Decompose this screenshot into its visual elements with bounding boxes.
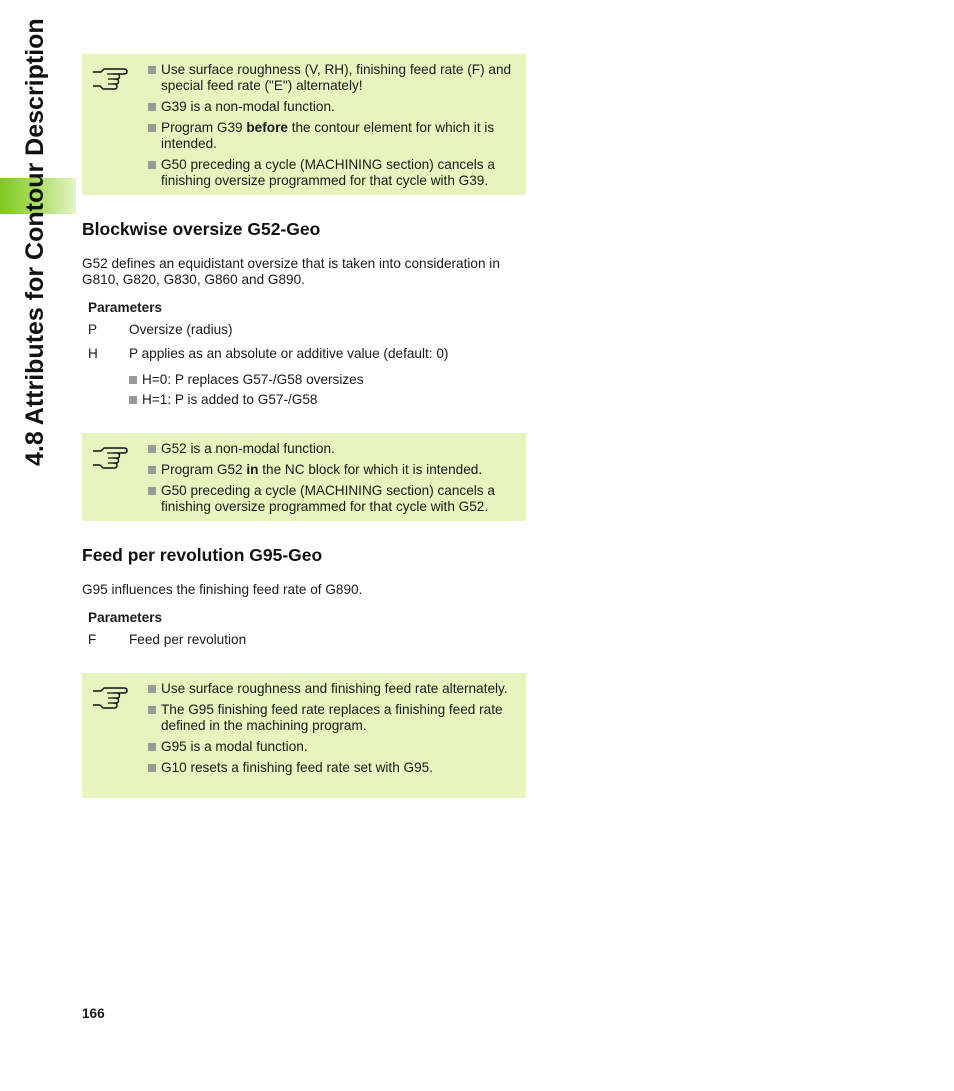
page-number: 166 <box>82 1006 105 1021</box>
square-bullet-icon <box>148 161 156 169</box>
chapter-title: 4.8 Attributes for Contour Description <box>21 18 49 466</box>
section-heading-g52: Blockwise oversize G52-Geo <box>82 219 321 239</box>
section-heading-g95: Feed per revolution G95-Geo <box>82 545 323 565</box>
note-item: G95 is a modal function. <box>148 739 516 755</box>
square-bullet-icon <box>129 396 137 404</box>
square-bullet-icon <box>148 66 156 74</box>
note-item: Program G39 before the contour element for which it is intended. <box>148 120 516 152</box>
note-item: Use surface roughness and finishing feed rate alternately. <box>148 681 516 697</box>
note-item: G39 is a non-modal function. <box>148 99 516 115</box>
square-bullet-icon <box>148 743 156 751</box>
square-bullet-icon <box>148 764 156 772</box>
square-bullet-icon <box>148 466 156 474</box>
square-bullet-icon <box>148 487 156 495</box>
note-box-g95 <box>82 673 526 798</box>
sub-option: H=1: P is added to G57-/G58 <box>129 392 317 407</box>
note-item: G52 is a non-modal function. <box>148 441 516 457</box>
square-bullet-icon <box>148 124 156 132</box>
pointing-hand-icon <box>91 62 129 90</box>
square-bullet-icon <box>129 376 137 384</box>
square-bullet-icon <box>148 103 156 111</box>
pointing-hand-icon <box>91 441 129 469</box>
square-bullet-icon <box>148 445 156 453</box>
section-intro-g52: G52 defines an equidistant oversize that is taken into consideration in G810, G820, G830, G860 and G890. <box>82 256 500 287</box>
parameters-label: Parameters <box>88 610 163 625</box>
note-item: G50 preceding a cycle (MACHINING section) cancels a finishing oversize programmed for that cycle with G39. <box>148 157 516 189</box>
note-item: Program G52 in the NC block for which it is intended. <box>148 462 516 478</box>
note-box-g52 <box>82 433 526 521</box>
note-item: The G95 finishing feed rate replaces a finishing feed rate defined in the machining program. <box>148 702 516 734</box>
note-item: G50 preceding a cycle (MACHINING section) cancels a finishing oversize programmed for that cycle with G52. <box>148 483 516 515</box>
note-item: Use surface roughness (V, RH), finishing feed rate (F) and special feed rate ("E") alternately! <box>148 62 516 94</box>
note-box-g39 <box>82 54 526 195</box>
section-intro-g95: G95 influences the finishing feed rate of G890. <box>82 582 363 597</box>
square-bullet-icon <box>148 685 156 693</box>
pointing-hand-icon <box>91 681 129 709</box>
square-bullet-icon <box>148 706 156 714</box>
sub-option: H=0: P replaces G57-/G58 oversizes <box>129 372 364 387</box>
note-item: G10 resets a finishing feed rate set with G95. <box>148 760 516 776</box>
parameters-label: Parameters <box>88 300 163 315</box>
